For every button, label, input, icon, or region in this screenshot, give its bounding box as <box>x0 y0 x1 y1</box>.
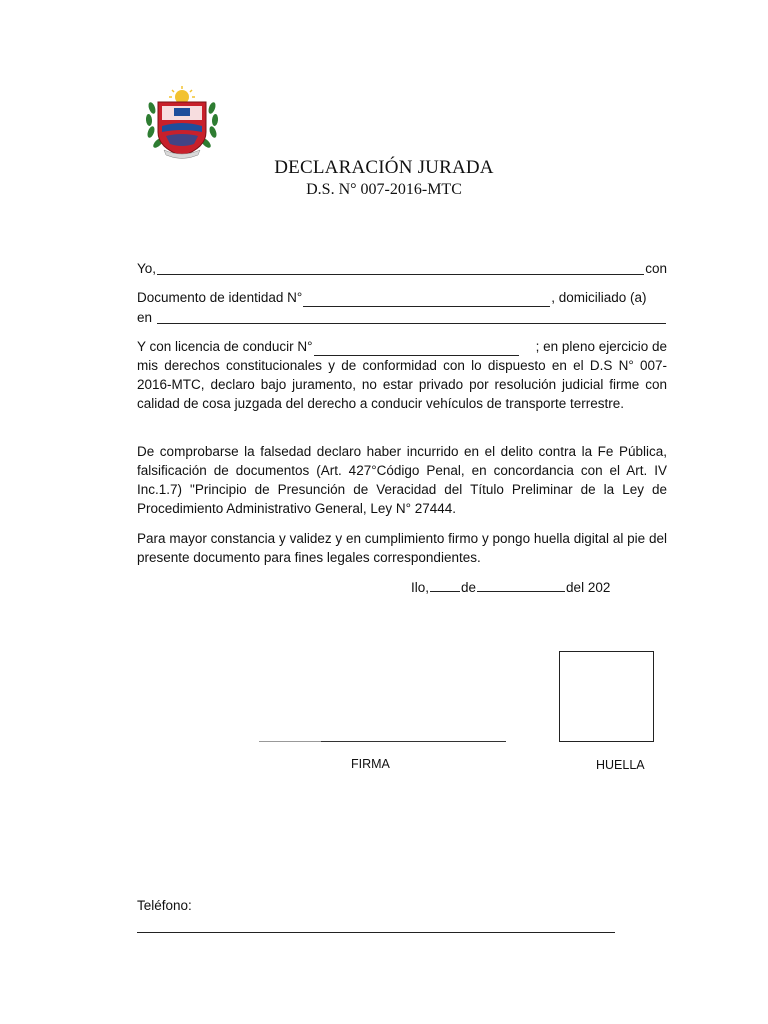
declaration-paragraph-2: De comprobarse la falsedad declaro haber incurrido en el delito contra la Fe Pública, falsificación de documentos (Art. 427°Código Penal, en concordancia con el Art. IV Inc.1.7) "Principio de Presunción de Veracidad del Título Preliminar de la Ley de Procedimiento Administrativo General, Ley N° 27444. <box>137 444 667 516</box>
declaration-paragraph-1: mis derechos constitucionales y de conformidad con lo dispuesto en el D.S N° 007-2016-MTC, declaro bajo juramento, no estar privado por resolución judicial firme con calidad de cosa juzgada del derecho a conducir vehículos de transporte terrestre. <box>137 358 667 411</box>
id-document-row <box>137 288 667 307</box>
date-de: de <box>461 580 477 595</box>
address-row <box>137 308 667 327</box>
fingerprint-label: HUELLA <box>596 758 645 772</box>
date-year: del 202 <box>566 580 611 595</box>
municipal-crest-logo <box>144 86 220 160</box>
license-prefix: Y con licencia de conducir N° <box>137 339 313 354</box>
name-row <box>137 259 667 278</box>
name-suffix: con <box>645 261 667 276</box>
fingerprint-box[interactable] <box>559 651 654 742</box>
phone-label: Teléfono: <box>137 898 192 913</box>
license-blank-line[interactable] <box>314 342 519 356</box>
license-row <box>137 337 667 356</box>
id-document-blank-line[interactable] <box>303 293 550 307</box>
date-row <box>411 578 610 597</box>
id-document-suffix: , domiciliado (a) <box>551 290 647 305</box>
phone-blank-line[interactable] <box>137 932 615 933</box>
document-title: DECLARACIÓN JURADA <box>274 157 494 178</box>
document-subtitle: D.S. N° 007-2016-MTC <box>306 181 462 198</box>
id-document-prefix: Documento de identidad N° <box>137 290 303 305</box>
title-block <box>0 156 768 200</box>
signature-line[interactable] <box>259 741 506 742</box>
name-prefix: Yo, <box>137 261 157 276</box>
signature-label: FIRMA <box>351 757 390 771</box>
license-suffix: ; en pleno ejercicio de <box>535 339 667 354</box>
address-prefix: en <box>137 310 153 325</box>
address-blank-line[interactable] <box>157 310 666 324</box>
day-blank-line[interactable] <box>430 578 460 592</box>
name-blank-line[interactable] <box>157 261 644 275</box>
month-blank-line[interactable] <box>477 578 565 592</box>
declaration-paragraph-3: Para mayor constancia y validez y en cumplimiento firmo y pongo huella digital al pie del presente documento para fines legales correspondientes. <box>137 531 667 565</box>
date-place: Ilo, <box>411 580 430 595</box>
